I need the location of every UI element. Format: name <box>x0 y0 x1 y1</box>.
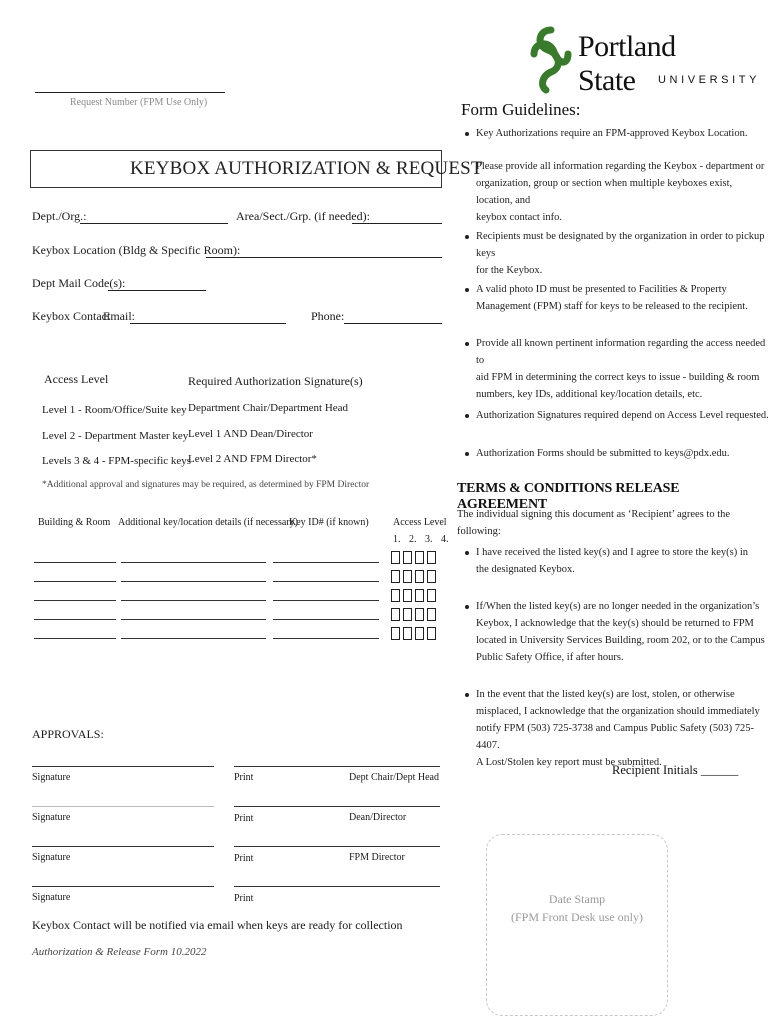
access-checkbox[interactable] <box>391 551 400 564</box>
level-number: 3. <box>425 534 433 545</box>
approvals-title: APPROVALS: <box>32 727 104 741</box>
approver-role: FPM Director <box>349 852 405 863</box>
building-field[interactable] <box>34 600 116 601</box>
terms-item: In the event that the listed key(s) are lost, stolen, or otherwise misplaced, I acknowledge that the organization should immediately notify FPM (503) 725-3738 and Campus Public Safety (503) 725-4407. A Lost/Stolen key report must be submitted. <box>476 689 760 768</box>
bullet-icon <box>465 342 469 346</box>
access-checkbox[interactable] <box>403 627 412 640</box>
signature-line[interactable] <box>32 886 214 887</box>
access-checkbox[interactable] <box>427 627 436 640</box>
bullet-icon <box>465 551 469 555</box>
access-checkbox[interactable] <box>391 608 400 621</box>
psu-logo-mark-icon <box>528 24 574 94</box>
date-stamp-note: (FPM Front Desk use only) <box>510 910 643 924</box>
access-checkbox[interactable] <box>403 551 412 564</box>
access-checkboxes <box>391 627 439 645</box>
building-header: Building & Room <box>38 517 111 528</box>
keyid-header: Key ID# (if known) <box>289 517 369 528</box>
guideline-item: Key Authorizations require an FPM-approved Keybox Location. <box>476 128 748 139</box>
print-label: Print <box>234 813 254 824</box>
signature-line[interactable] <box>32 766 214 767</box>
guideline-item: Please provide all information regarding the Keybox - department or organization, group or section when multiple keyboxes exist, location, and keybox contact info. <box>476 161 765 223</box>
building-field[interactable] <box>34 638 116 639</box>
access-level-header: Access Level <box>44 372 109 386</box>
dept-label: Dept./Org.: <box>32 209 87 223</box>
access-checkbox[interactable] <box>427 570 436 583</box>
signature-label: Signature <box>32 852 71 863</box>
signature-label: Signature <box>32 892 71 903</box>
terms-title: TERMS & CONDITIONS RELEASE AGREEMENT <box>457 481 680 512</box>
recipient-initials[interactable]: Recipient Initials ______ <box>612 763 739 777</box>
phone-field[interactable] <box>344 323 442 324</box>
phone-label: Phone: <box>311 309 345 323</box>
guideline-item: A valid photo ID must be presented to Facilities & Property Management (FPM) staff for keys to be released to the recipient. <box>476 284 748 312</box>
access-row-sig: Level 1 AND Dean/Director <box>188 428 313 440</box>
access-row-level: Level 2 - Department Master key <box>42 430 189 442</box>
details-header: Additional key/location details (if necessary) <box>118 517 298 528</box>
access-row-sig: Department Chair/Department Head <box>188 402 349 414</box>
logo-name: Portland State <box>578 30 676 97</box>
level-number: 1. <box>393 534 401 545</box>
signature-label: Signature <box>32 772 71 783</box>
area-label: Area/Sect./Grp. (if needed): <box>236 209 370 223</box>
bullet-icon <box>465 414 469 418</box>
keyid-field[interactable] <box>273 638 379 639</box>
print-line[interactable] <box>234 806 440 807</box>
access-checkboxes <box>391 589 439 607</box>
mail-code-field[interactable] <box>108 290 206 291</box>
keyid-field[interactable] <box>273 600 379 601</box>
building-field[interactable] <box>34 562 116 563</box>
level-number: 4. <box>441 534 449 545</box>
bullet-icon <box>465 288 469 292</box>
access-level-numbers <box>393 534 449 545</box>
bullet-icon <box>465 235 469 239</box>
access-checkbox[interactable] <box>415 627 424 640</box>
bullet-icon <box>465 605 469 609</box>
access-checkbox[interactable] <box>403 608 412 621</box>
access-checkbox[interactable] <box>415 589 424 602</box>
approver-role: Dept Chair/Dept Head <box>349 772 439 783</box>
guideline-item: Authorization Signatures required depend on Access Level requested. <box>476 410 769 421</box>
access-row-level: Level 1 - Room/Office/Suite key <box>42 404 187 416</box>
bullet-icon <box>465 693 469 697</box>
access-checkbox[interactable] <box>427 608 436 621</box>
form-version: Authorization & Release Form 10.2022 <box>32 946 207 958</box>
access-level-col-header: Access Level <box>393 517 447 528</box>
access-checkbox[interactable] <box>391 627 400 640</box>
contact-label: Keybox Contact <box>32 309 111 323</box>
access-checkbox[interactable] <box>415 608 424 621</box>
details-field[interactable] <box>121 619 266 620</box>
form-title: KEYBOX AUTHORIZATION & REQUEST <box>130 158 483 179</box>
signature-header: Required Authorization Signature(s) <box>188 374 363 388</box>
guideline-item: Provide all known pertinent information regarding the access needed to aid FPM in determining the correct keys to issue - building & room numbers, key IDs, additional key/location details, etc. <box>476 338 766 400</box>
location-label: Keybox Location (Bldg & Specific Room): <box>32 243 241 257</box>
print-line[interactable] <box>234 766 440 767</box>
logo-sub: UNIVERSITY <box>658 74 761 86</box>
details-field[interactable] <box>121 581 266 582</box>
guideline-item: Authorization Forms should be submitted to keys@pdx.edu. <box>476 448 730 459</box>
bullet-icon <box>465 452 469 456</box>
mail-code-label: Dept Mail Code(s): <box>32 276 126 290</box>
access-checkbox[interactable] <box>415 551 424 564</box>
access-checkboxes <box>391 570 439 588</box>
details-field[interactable] <box>121 600 266 601</box>
keyid-field[interactable] <box>273 619 379 620</box>
access-checkbox[interactable] <box>403 570 412 583</box>
signature-line[interactable] <box>32 846 214 847</box>
level-number: 2. <box>409 534 417 545</box>
print-line[interactable] <box>234 886 440 887</box>
print-line[interactable] <box>234 846 440 847</box>
details-field[interactable] <box>121 638 266 639</box>
terms-intro: The individual signing this document as ‘Recipient’ agrees to the following: <box>457 509 731 537</box>
guideline-item: Recipients must be designated by the organization in order to pickup keys for the Keybox. <box>476 231 765 276</box>
access-checkbox[interactable] <box>427 589 436 602</box>
print-label: Print <box>234 772 254 783</box>
access-note: *Additional approval and signatures may be required, as determined by FPM Director <box>42 480 370 490</box>
signature-label: Signature <box>32 812 71 823</box>
terms-item: I have received the listed key(s) and I agree to store the key(s) in the designated Keybox. <box>476 547 749 575</box>
access-checkboxes <box>391 608 439 626</box>
signature-line[interactable] <box>32 806 214 807</box>
email-label: Email: <box>103 309 135 323</box>
terms-item: If/When the listed key(s) are no longer needed in the organization’s Keybox, I acknowledge that the key(s) should be returned to FPM located in University Services Building, room 202, or to the Campus Public Safety Office, if after hours. <box>476 601 765 663</box>
keyid-field[interactable] <box>273 562 379 563</box>
access-row-level: Levels 3 & 4 - FPM-specific keys <box>42 455 192 467</box>
guidelines-title: Form Guidelines: <box>461 100 581 119</box>
print-label: Print <box>234 853 254 864</box>
access-checkbox[interactable] <box>403 589 412 602</box>
building-field[interactable] <box>34 581 116 582</box>
access-checkboxes <box>391 551 439 569</box>
notify-text: Keybox Contact will be notified via email when keys are ready for collection <box>32 918 403 932</box>
location-field[interactable] <box>206 257 442 258</box>
dept-field[interactable] <box>80 223 228 224</box>
date-stamp-label: Date Stamp <box>548 892 606 906</box>
request-number-line[interactable] <box>35 92 225 93</box>
area-field[interactable] <box>352 223 442 224</box>
access-checkbox[interactable] <box>427 551 436 564</box>
access-row-sig: Level 2 AND FPM Director* <box>188 453 317 465</box>
request-number-label: Request Number (FPM Use Only) <box>70 97 208 108</box>
building-field[interactable] <box>34 619 116 620</box>
date-stamp-box <box>486 834 668 1016</box>
details-field[interactable] <box>121 562 266 563</box>
print-label: Print <box>234 893 254 904</box>
psu-logo <box>528 24 761 97</box>
email-field[interactable] <box>130 323 286 324</box>
access-checkbox[interactable] <box>391 589 400 602</box>
keyid-field[interactable] <box>273 581 379 582</box>
bullet-icon <box>465 132 469 136</box>
approver-role: Dean/Director <box>349 812 407 823</box>
access-checkbox[interactable] <box>415 570 424 583</box>
access-checkbox[interactable] <box>391 570 400 583</box>
